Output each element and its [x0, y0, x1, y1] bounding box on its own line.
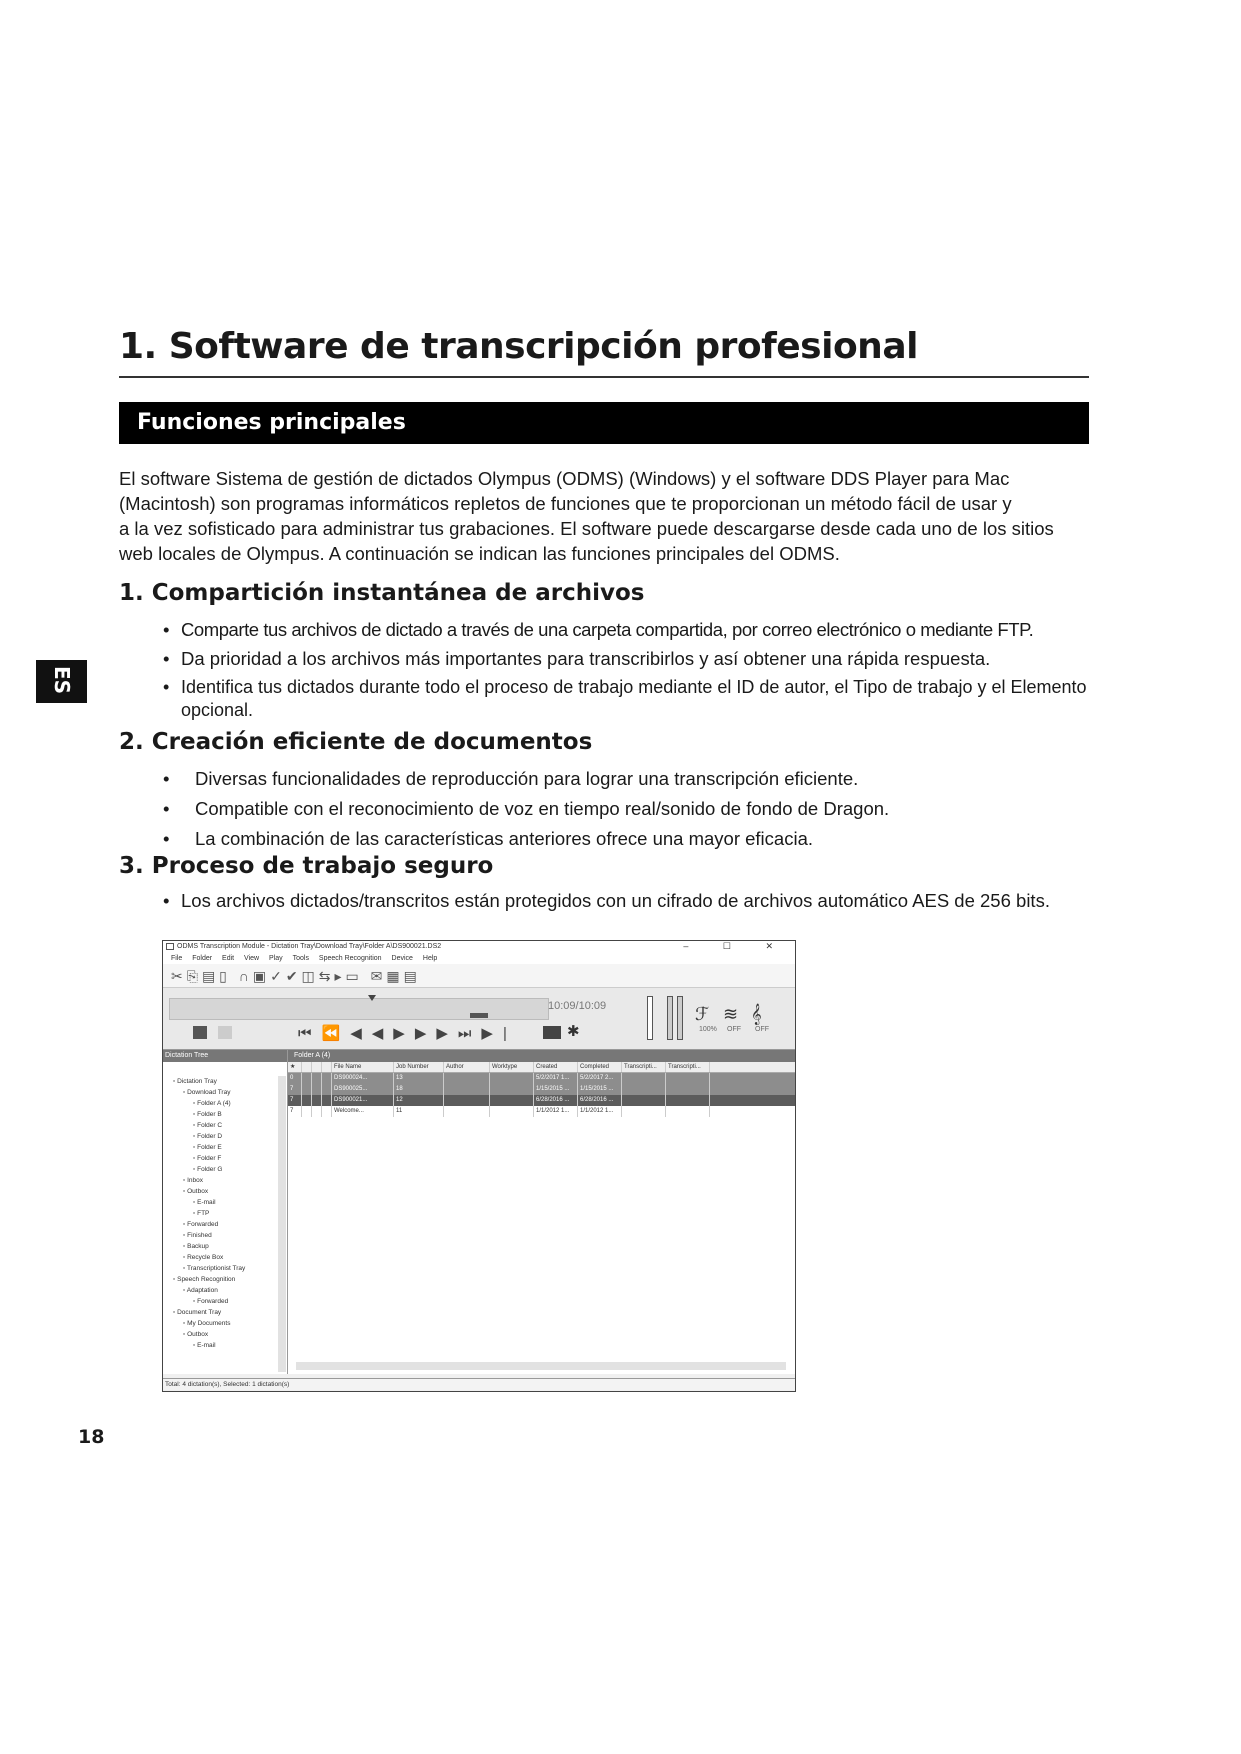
window-titlebar: [163, 941, 795, 953]
tree-item[interactable]: ▫ FTP: [193, 1210, 210, 1217]
feature-heading: 3. Proceso de trabajo seguro: [119, 853, 494, 879]
tone-value: OFF: [755, 1026, 769, 1033]
chapter-title: 1. Software de transcripción profesional: [119, 326, 918, 367]
language-tab: [36, 660, 87, 703]
list-item: • Los archivos dictados/transcritos están protegidos con un cifrado de archivos automático AES de 256 bits.: [163, 889, 1093, 912]
table-cell: [622, 1095, 666, 1106]
table-cell: 12: [394, 1095, 444, 1106]
table-cell: 7: [288, 1095, 302, 1106]
table-cell: 6/28/2016 ...: [534, 1095, 578, 1106]
feature-list: [163, 618, 1093, 728]
time-display: 10:09/10:09: [548, 1000, 607, 1012]
volume-slider[interactable]: [647, 996, 653, 1040]
table-cell: [444, 1095, 490, 1106]
intro-paragraph: [119, 466, 1089, 566]
vertical-scrollbar[interactable]: [278, 1076, 286, 1372]
intro-line: El software Sistema de gestión de dictados Olympus (ODMS) (Windows) y el software DDS Player para Mac: [119, 468, 1010, 489]
tree-item[interactable]: ▫ Folder G: [193, 1166, 223, 1173]
table-row[interactable]: [288, 1084, 795, 1095]
skip-end-icon[interactable]: ⏭: [457, 1025, 482, 1042]
tree-item[interactable]: ▫ Inbox: [183, 1177, 204, 1184]
position-marker-icon[interactable]: [368, 995, 376, 1001]
tree-item[interactable]: ▫ Finished: [183, 1232, 212, 1239]
column-header[interactable]: Created: [534, 1062, 578, 1072]
column-header[interactable]: ★: [288, 1062, 302, 1072]
tree-item[interactable]: ▫ Backup: [183, 1243, 209, 1250]
check-icon[interactable]: ✓: [270, 968, 286, 984]
table-cell: 11: [394, 1106, 444, 1117]
menu-speech-recognition[interactable]: Speech Recognition: [318, 955, 382, 962]
table-cell: [666, 1095, 710, 1106]
table-cell: Welcome...: [332, 1106, 394, 1117]
table-cell: DS900024...: [332, 1073, 394, 1084]
table-cell: [322, 1073, 332, 1084]
table-cell: [302, 1106, 312, 1117]
check-list-icon[interactable]: ✔: [285, 968, 302, 984]
tree-item[interactable]: ▫ Adaptation: [183, 1287, 218, 1294]
menu-view[interactable]: View: [244, 955, 260, 962]
odms-screenshot: [162, 940, 796, 1392]
table-cell: 1/15/2015 ...: [578, 1084, 622, 1095]
title-divider: [119, 376, 1089, 378]
table-cell: [312, 1095, 322, 1106]
table-cell: [444, 1073, 490, 1084]
table-cell: 5/2/2017 1...: [534, 1073, 578, 1084]
table-cell: [666, 1106, 710, 1117]
speed-control-icon[interactable]: ℱ: [695, 1004, 710, 1024]
page-number: 18: [78, 1426, 105, 1448]
app-icon: [166, 943, 174, 950]
tree-item[interactable]: ▫ E-mail: [193, 1342, 216, 1349]
prev-index-icon[interactable]: ⏪: [321, 1025, 351, 1042]
transport-controls: [298, 1024, 517, 1042]
menu-tools[interactable]: Tools: [292, 955, 309, 962]
language-tab-label: ES: [50, 666, 74, 695]
table-cell: 5/2/2017 2...: [578, 1073, 622, 1084]
table-cell: [666, 1084, 710, 1095]
tree-item[interactable]: ▫ E-mail: [193, 1199, 216, 1206]
tree-item[interactable]: ▫ Document Tray: [173, 1309, 222, 1316]
settings-gear-icon[interactable]: ✱: [567, 1023, 580, 1040]
feature-list: [163, 889, 1093, 918]
feature-list: [163, 767, 1093, 856]
column-header[interactable]: [312, 1062, 322, 1072]
table-cell: 6/28/2016 ...: [578, 1095, 622, 1106]
tree-item[interactable]: ▫ Outbox: [183, 1331, 209, 1338]
status-bar: Total: 4 dictation(s), Selected: 1 dictation(s): [163, 1378, 795, 1390]
table-cell: [312, 1084, 322, 1095]
next-index-icon[interactable]: ▶|: [481, 1025, 517, 1042]
section-header: [119, 402, 1089, 444]
table-cell: [622, 1084, 666, 1095]
tree-item[interactable]: ▫ My Documents: [183, 1320, 231, 1327]
tree-item[interactable]: ▫ Transcriptionist Tray: [183, 1265, 246, 1272]
menu-bar: [163, 953, 795, 964]
table-cell: 18: [394, 1084, 444, 1095]
intro-line: (Macintosh) son programas informáticos repletos de funciones que te proporcionan un método fácil de usar y: [119, 493, 1012, 514]
tree-item[interactable]: ▫ Dictation Tray: [173, 1078, 217, 1085]
table-cell: 13: [394, 1073, 444, 1084]
table-cell: 1/1/2012 1...: [578, 1106, 622, 1117]
level-meter-left: [667, 996, 673, 1040]
table-cell: [622, 1073, 666, 1084]
column-header[interactable]: Transcripti...: [622, 1062, 666, 1072]
table-cell: 0: [288, 1073, 302, 1084]
noise-cancel-value: OFF: [727, 1026, 741, 1033]
menu-play[interactable]: Play: [269, 955, 283, 962]
menu-help[interactable]: Help: [422, 955, 438, 962]
tone-control-icon[interactable]: 𝄞: [751, 1004, 762, 1024]
pane-title: Dictation Tree: [163, 1050, 287, 1062]
monitor-icon[interactable]: ▭: [345, 968, 363, 984]
table-cell: 1/15/2015 ...: [534, 1084, 578, 1095]
column-header[interactable]: Transcripti...: [666, 1062, 710, 1072]
tree-item[interactable]: ▫ Forwarded: [193, 1298, 229, 1305]
column-header[interactable]: Worktype: [490, 1062, 534, 1072]
tree-item[interactable]: ▫ Folder D: [193, 1133, 223, 1140]
tree-item[interactable]: ▫ Folder B: [193, 1111, 222, 1118]
cut-icon[interactable]: ✂: [171, 968, 187, 984]
toolbar: [163, 964, 795, 988]
tree-item[interactable]: ▫ Recycle Box: [183, 1254, 224, 1261]
table-cell: [490, 1095, 534, 1106]
table-cell: [322, 1106, 332, 1117]
level-meter-right: [677, 996, 683, 1040]
column-header[interactable]: File Name: [332, 1062, 394, 1072]
table-cell: [666, 1073, 710, 1084]
play-icon[interactable]: ▶: [393, 1025, 415, 1042]
table-cell: [444, 1106, 490, 1117]
table-cell: [312, 1073, 322, 1084]
table-cell: 7: [288, 1084, 302, 1095]
printer-icon[interactable]: ▤: [403, 968, 421, 984]
menu-device[interactable]: Device: [391, 955, 413, 962]
table-cell: 1/1/2012 1...: [534, 1106, 578, 1117]
table-cell: [444, 1084, 490, 1095]
table-cell: 7: [288, 1106, 302, 1117]
tree-item[interactable]: ▫ Download Tray: [183, 1089, 231, 1096]
table-cell: DS900025...: [332, 1084, 394, 1095]
info-icon[interactable]: [193, 1026, 207, 1039]
table-cell: [322, 1095, 332, 1106]
copy-icon[interactable]: ⎘: [186, 968, 202, 984]
window-controls[interactable]: – ☐ ✕: [683, 941, 789, 951]
table-row[interactable]: [288, 1095, 795, 1106]
headphones-icon[interactable]: ∩: [238, 968, 253, 984]
menu-folder[interactable]: Folder: [192, 955, 213, 962]
rewind-icon[interactable]: ◀◀: [350, 1025, 394, 1042]
table-row[interactable]: [288, 1106, 795, 1117]
window-title: ODMS Transcription Module - Dictation Tray\Download Tray\Folder A\DS900021.DS2: [177, 943, 442, 950]
speed-value: 100%: [699, 1026, 717, 1033]
menu-edit[interactable]: Edit: [222, 955, 235, 962]
table-cell: [490, 1084, 534, 1095]
tree-item[interactable]: ▫ Folder E: [193, 1144, 222, 1151]
tree-item[interactable]: ▫ Forwarded: [183, 1221, 219, 1228]
dictation-tree-pane: [163, 1050, 288, 1374]
list-item: • Identifica tus dictados durante todo el proceso de trabajo mediante el ID de autor, el Tipo de trabajo y el Elemento opcional.: [163, 676, 1093, 722]
column-header[interactable]: Author: [444, 1062, 490, 1072]
document-icon[interactable]: ▯: [219, 968, 231, 984]
table-cell: [312, 1106, 322, 1117]
play-stop-icon[interactable]: ▸: [334, 968, 346, 984]
table-cell: [490, 1073, 534, 1084]
column-header[interactable]: Job Number: [394, 1062, 444, 1072]
index-icon[interactable]: [218, 1026, 232, 1039]
table-cell: DS900021...: [332, 1095, 394, 1106]
list-item: • Diversas funcionalidades de reproducción para lograr una transcripción eficiente.: [163, 767, 1093, 790]
tree-item[interactable]: ▫ Folder A (4): [193, 1100, 231, 1107]
camera-icon[interactable]: ◫: [301, 968, 319, 984]
info-button-icon[interactable]: [543, 1026, 561, 1039]
paste-icon[interactable]: ▤: [201, 968, 220, 984]
menu-file[interactable]: File: [171, 955, 183, 962]
table-cell: [490, 1106, 534, 1117]
tree-item[interactable]: ▫ Folder F: [193, 1155, 222, 1162]
column-header[interactable]: [322, 1062, 332, 1072]
tree-item[interactable]: ▫ Speech Recognition: [173, 1276, 236, 1283]
dictation-rows: [288, 1073, 795, 1117]
dictation-list-pane: [288, 1050, 795, 1374]
ftp-icon[interactable]: ▦: [386, 968, 404, 984]
feature-heading: 2. Creación eficiente de documentos: [119, 729, 593, 755]
list-item: • La combinación de las características anteriores ofrece una mayor eficacia.: [163, 827, 1093, 850]
column-header[interactable]: [302, 1062, 312, 1072]
speed-indicator: [470, 1013, 488, 1018]
skip-start-icon[interactable]: ⏮: [298, 1025, 322, 1042]
list-item: • Comparte tus archivos de dictado a través de una carpeta compartida, por correo electrónico o mediante FTP.: [163, 618, 1093, 641]
column-header[interactable]: Completed: [578, 1062, 622, 1072]
noise-cancel-icon[interactable]: ≋: [723, 1004, 739, 1024]
tree-item[interactable]: ▫ Outbox: [183, 1188, 209, 1195]
list-item: • Da prioridad a los archivos más importantes para transcribirlos y así obtener una rápida respuesta.: [163, 647, 1093, 670]
table-cell: [302, 1073, 312, 1084]
table-cell: [622, 1106, 666, 1117]
feature-heading: 1. Compartición instantánea de archivos: [119, 580, 645, 606]
list-item: • Compatible con el reconocimiento de voz en tiempo real/sonido de fondo de Dragon.: [163, 797, 1093, 820]
intro-line: a la vez sofisticado para administrar tus grabaciones. El software puede descargarse desde cada uno de los sitios: [119, 518, 1054, 539]
folder-tree: [163, 1062, 287, 1351]
tree-item[interactable]: ▫ Folder C: [193, 1122, 223, 1129]
send-icon[interactable]: ⇆: [318, 968, 335, 984]
playback-timeline[interactable]: [169, 998, 549, 1020]
horizontal-scrollbar[interactable]: [296, 1362, 786, 1370]
intro-line: web locales de Olympus. A continuación se indican las funciones principales del ODMS.: [119, 543, 840, 564]
folder-title: Folder A (4): [288, 1050, 795, 1062]
column-headers: [288, 1062, 795, 1073]
table-row[interactable]: [288, 1073, 795, 1084]
fast-forward-icon[interactable]: ▶▶: [414, 1025, 458, 1042]
table-cell: [302, 1084, 312, 1095]
table-cell: [302, 1095, 312, 1106]
email-icon[interactable]: ✉: [370, 968, 387, 984]
table-cell: [322, 1084, 332, 1095]
properties-icon[interactable]: ▣: [252, 968, 271, 984]
section-title: Funciones principales: [137, 410, 406, 435]
player-control-panel: [163, 988, 795, 1050]
